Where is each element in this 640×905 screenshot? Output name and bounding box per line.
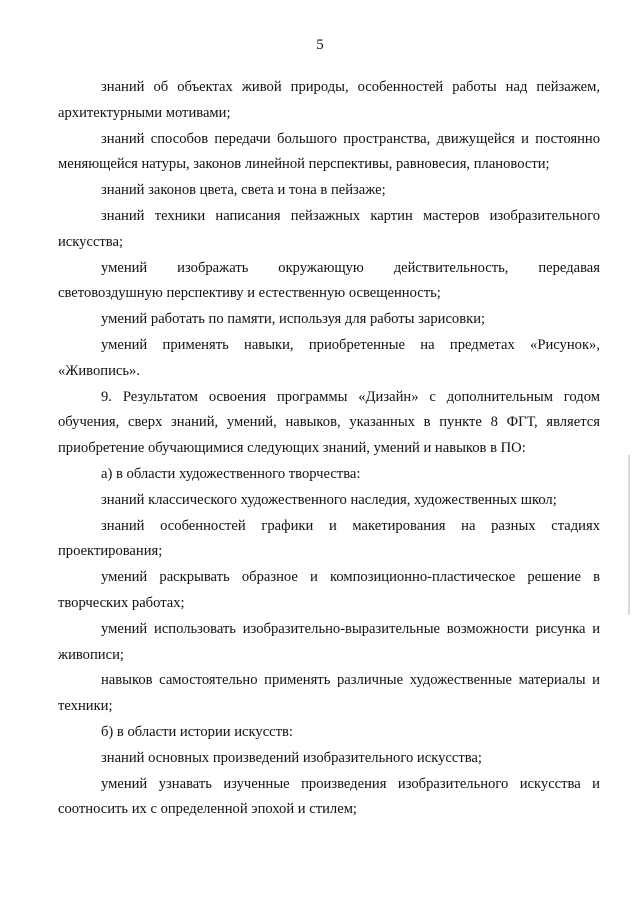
paragraph: умений раскрывать образное и композиционно-пластическое решение в творческих работах; <box>58 569 600 611</box>
paragraph: а) в области художественного творчества: <box>101 465 361 482</box>
paragraph: умений изображать окружающую действительность, передавая световоздушную перспективу и естественную освещенность; <box>58 259 600 302</box>
paragraph: умений применять навыки, приобретенные на предметах «Рисунок», «Живопись». <box>58 336 600 379</box>
document-body <box>58 75 600 823</box>
scan-edge-mark <box>628 455 630 615</box>
paragraph: б) в области истории искусств: <box>101 723 293 740</box>
paragraph: навыков самостоятельно применять различные художественные материалы и техники; <box>58 672 600 715</box>
page-number: 5 <box>316 37 324 53</box>
paragraph: знаний об объектах живой природы, особенностей работы над пейзажем, архитектурными мотивами; <box>58 79 600 121</box>
paragraph: знаний способов передачи большого пространства, движущейся и постоянно меняющейся натуры, законов линейной перспективы, равновесия, плановости; <box>58 130 600 173</box>
paragraph: умений узнавать изученные произведения изобразительного искусства и соотносить их с определенной эпохой и стилем; <box>58 775 600 818</box>
paragraph: знаний основных произведений изобразительного искусства; <box>101 749 482 766</box>
paragraph: умений использовать изобразительно-выразительные возможности рисунка и живописи; <box>58 620 600 663</box>
paragraph: знаний законов цвета, света и тона в пейзаже; <box>101 182 386 199</box>
paragraph: знаний классического художественного наследия, художественных школ; <box>101 491 557 508</box>
paragraph: 9. Результатом освоения программы «Дизайн» с дополнительным годом обучения, сверх знаний, умений, навыков, указанных в пункте 8 ФГТ, является приобретение обучающимися следующих знаний, умений и навыков в ПО: <box>58 388 600 457</box>
paragraph: знаний особенностей графики и макетирования на разных стадиях проектирования; <box>58 517 600 560</box>
paragraph: умений работать по памяти, используя для работы зарисовки; <box>101 311 486 328</box>
paragraph: знаний техники написания пейзажных картин мастеров изобразительного искусства; <box>58 207 600 250</box>
